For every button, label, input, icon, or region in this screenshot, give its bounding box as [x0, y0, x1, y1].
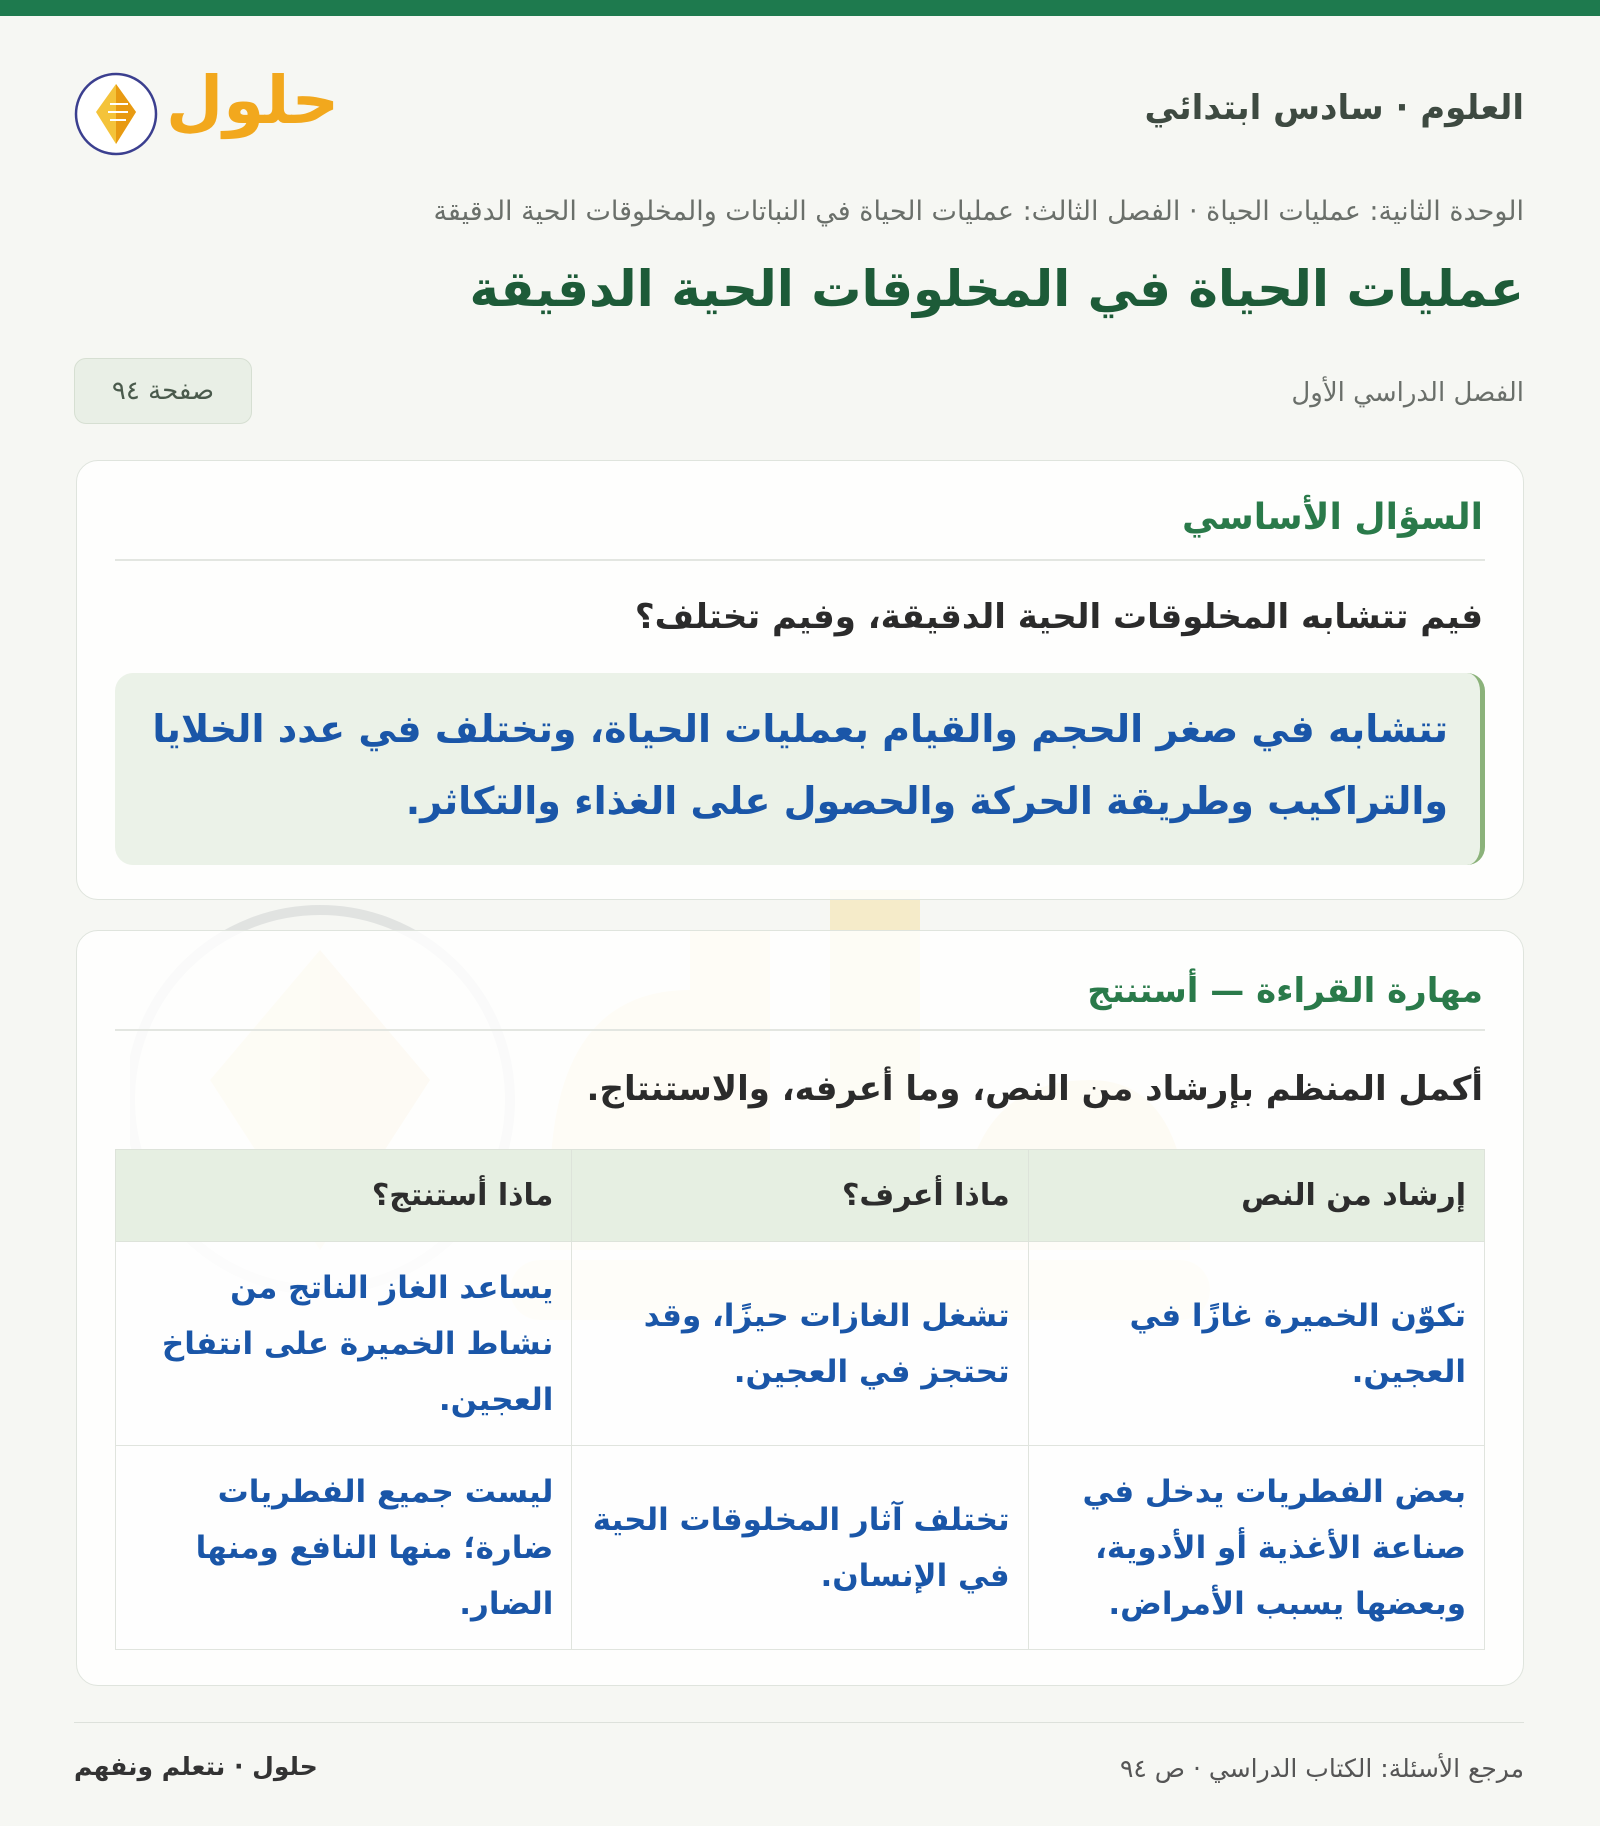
footer-reference: مرجع الأسئلة: الكتاب الدراسي · ص ٩٤	[1119, 1754, 1524, 1783]
table-header-row	[116, 1150, 1485, 1242]
subject-label: العلوم · سادس ابتدائي	[1144, 88, 1524, 128]
table-row	[116, 1242, 1485, 1446]
essential-question-card	[76, 460, 1524, 900]
page-number-badge: صفحة ٩٤	[74, 358, 252, 424]
breadcrumb: الوحدة الثانية: عمليات الحياة · الفصل الثالث: عمليات الحياة في النباتات والمخلوقات الحية الدقيقة	[433, 196, 1524, 227]
halool-logo[interactable]	[74, 56, 340, 166]
inference-organizer-table	[115, 1149, 1485, 1650]
reading-skill-title: مهارة القراءة — أستنتج	[1087, 971, 1483, 1011]
divider	[115, 1029, 1485, 1031]
header	[74, 56, 1524, 166]
reading-skill-card	[76, 930, 1524, 1686]
footer-divider	[74, 1722, 1524, 1723]
column-header-inference: ماذا أستنتج؟	[116, 1150, 572, 1242]
table-row	[116, 1446, 1485, 1650]
logo-text: حلول	[166, 62, 340, 139]
page-title: عمليات الحياة في المخلوقات الحية الدقيقة	[469, 260, 1524, 318]
top-accent-bar	[0, 0, 1600, 16]
table-cell: يساعد الغاز الناتج من نشاط الخميرة على انتفاخ العجين.	[116, 1242, 572, 1446]
table-cell: تشغل الغازات حيزًا، وقد تحتجز في العجين.	[572, 1242, 1028, 1446]
table-cell: بعض الفطريات يدخل في صناعة الأغذية أو الأدوية، وبعضها يسبب الأمراض.	[1028, 1446, 1484, 1650]
footer-brand: حلول · نتعلم ونفهم	[74, 1752, 318, 1781]
essential-question-text: فيم تتشابه المخلوقات الحية الدقيقة، وفيم تختلف؟	[634, 597, 1483, 637]
semester-label: الفصل الدراسي الأول	[1291, 378, 1524, 408]
divider	[115, 559, 1485, 561]
table-cell: تكوّن الخميرة غازًا في العجين.	[1028, 1242, 1484, 1446]
essential-question-answer: تتشابه في صغر الحجم والقيام بعمليات الحياة، وتختلف في عدد الخلايا والتراكيب وطريقة الحركة والحصول على الغذاء والتكاثر.	[115, 673, 1485, 865]
column-header-text-clue: إرشاد من النص	[1028, 1150, 1484, 1242]
table-cell: تختلف آثار المخلوقات الحية في الإنسان.	[572, 1446, 1028, 1650]
table-cell: ليست جميع الفطريات ضارة؛ منها النافع ومنها الضار.	[116, 1446, 572, 1650]
column-header-what-i-know: ماذا أعرف؟	[572, 1150, 1028, 1242]
reading-skill-prompt: أكمل المنظم بإرشاد من النص، وما أعرفه، والاستنتاج.	[586, 1069, 1483, 1109]
essential-question-title: السؤال الأساسي	[1181, 497, 1483, 538]
